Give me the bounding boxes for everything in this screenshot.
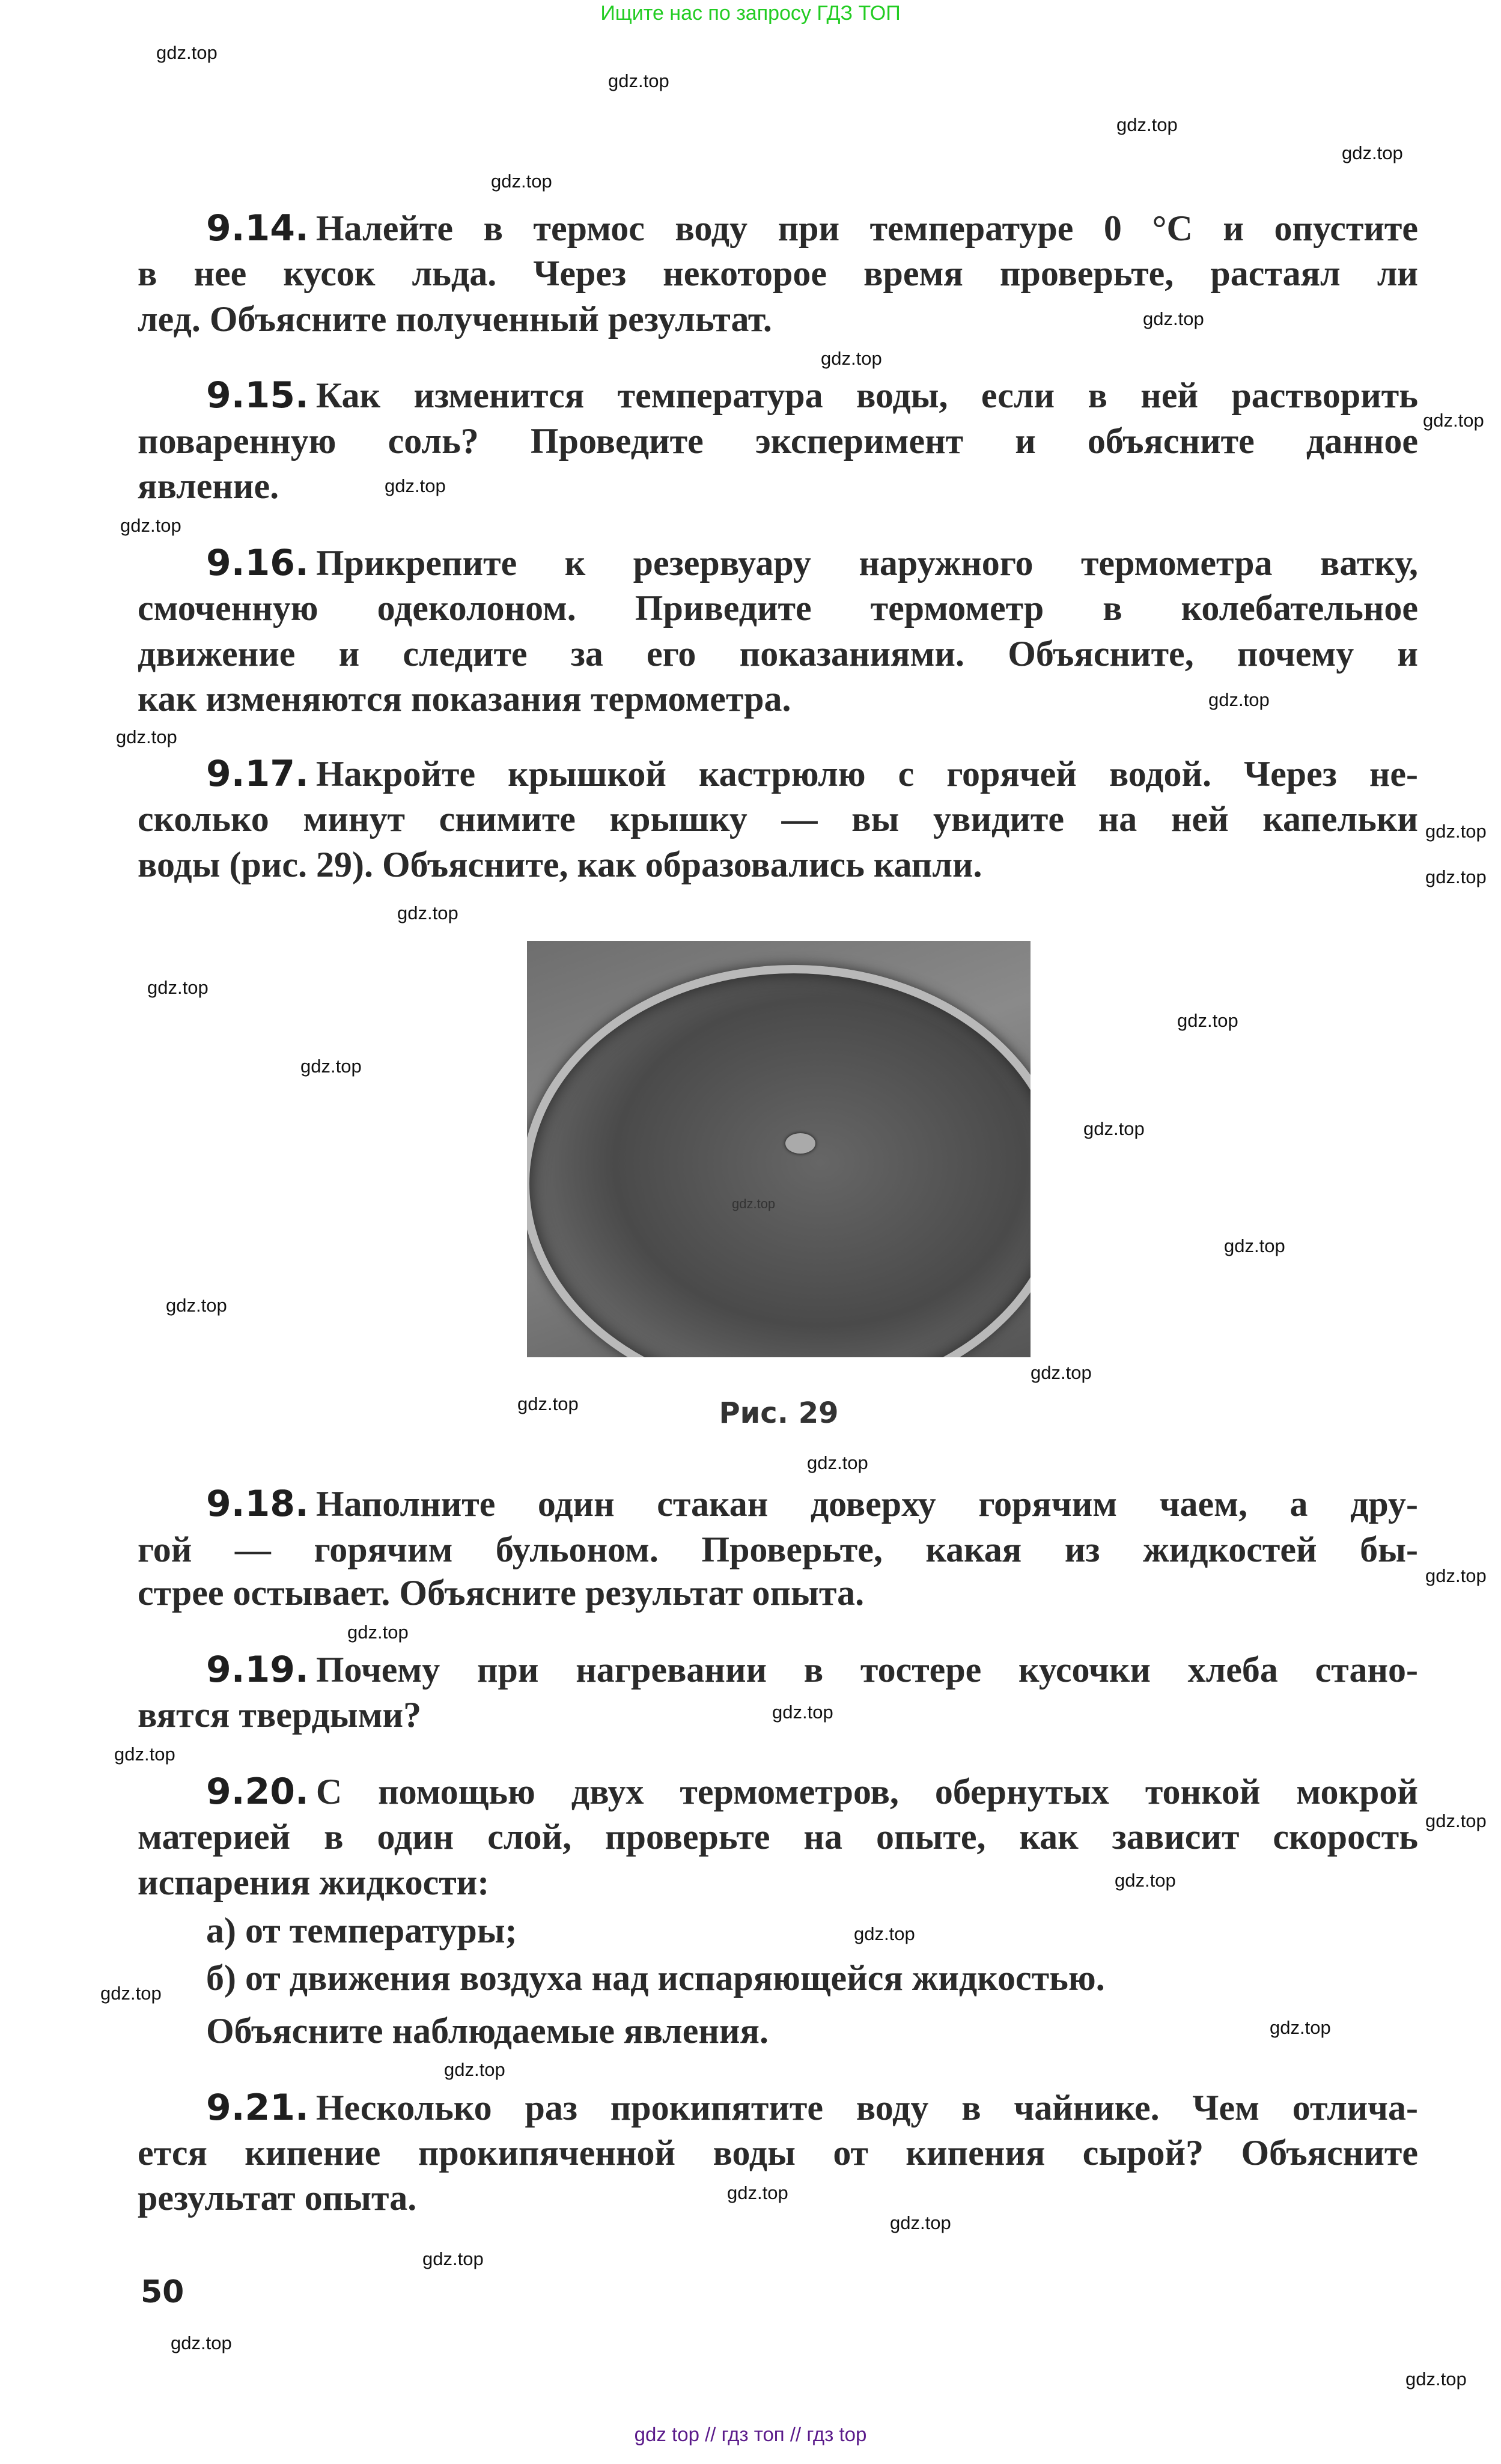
task-line [206, 541, 1418, 586]
task-subitem-a: а) от температуры; [206, 1911, 517, 1950]
task-line: поваренную соль? Проведите эксперимент и объясните данное [138, 421, 1418, 461]
watermark: gdz.top [397, 902, 458, 923]
task-line: испарения жидкости: [138, 1863, 490, 1902]
task-line: смоченную одеколоном. Приведите термометр в колебательное [138, 588, 1418, 628]
task-line: как изменяются показания термометра. [138, 679, 791, 719]
watermark: gdz.top [517, 1393, 579, 1414]
figure-pot-lid-photo [527, 941, 1031, 1357]
task-text: Почему при нагревании в тостере кусочки хлеба стано- [315, 1650, 1418, 1690]
watermark: gdz.top [385, 475, 446, 496]
figure-caption: Рис. 29 [719, 1396, 839, 1430]
lid-knob [785, 1133, 815, 1154]
task-line [206, 1647, 1418, 1693]
task-subitem-b: б) от движения воздуха над испаряющейся жидкостью. [206, 1958, 1105, 1998]
watermark: gdz.top [491, 171, 552, 192]
watermark: gdz.top [890, 2212, 951, 2233]
task-line [206, 752, 1418, 797]
task-line: явление. [138, 466, 279, 506]
page-number: 50 [141, 2274, 184, 2310]
watermark: gdz.top [772, 1702, 833, 1723]
watermark: gdz.top [608, 70, 669, 91]
task-number: 9.16. [206, 542, 309, 584]
watermark: gdz.top [1425, 1565, 1487, 1586]
watermark: gdz.top [1177, 1010, 1238, 1031]
watermark: gdz.top [1423, 410, 1484, 431]
task-text: Несколько раз прокипятите воду в чайнике. Чем отлича- [315, 2088, 1418, 2128]
watermark: gdz.top [1143, 308, 1204, 329]
watermark: gdz.top [114, 1744, 175, 1765]
watermark: gdz.top [444, 2059, 505, 2080]
watermark: gdz.top [727, 2182, 788, 2203]
watermark: gdz.top [821, 348, 882, 369]
watermark: gdz.top [1224, 1235, 1285, 1256]
watermark: gdz.top [1116, 114, 1178, 135]
task-line: материей в один слой, проверьте на опыте, как зависит скорость [138, 1817, 1418, 1857]
task-number: 9.20. [206, 1771, 309, 1813]
task-line: лед. Объясните полученный результат. [138, 299, 772, 339]
task-line: результат опыта. [138, 2178, 417, 2218]
watermark: gdz.top [1270, 2017, 1331, 2038]
task-line: в нее кусок льда. Через некоторое время проверьте, растаял ли [138, 254, 1418, 293]
watermark: gdz.top [854, 1923, 915, 1944]
task-number: 9.15. [206, 374, 309, 416]
watermark: gdz.top [100, 1983, 162, 2004]
watermark: gdz.top [1425, 821, 1487, 842]
task-line: вятся твердыми? [138, 1695, 422, 1735]
watermark: gdz.top [171, 2332, 232, 2353]
watermark: gdz.top [1405, 2368, 1467, 2389]
watermark: gdz.top [347, 1622, 409, 1643]
task-text: Налейте в термос воду при температуре 0 °С и опустите [315, 208, 1418, 248]
watermark: gdz.top [1342, 142, 1403, 163]
task-text: Прикрепите к резервуару наружного термометра ватку, [315, 543, 1418, 583]
task-line [206, 2085, 1418, 2131]
task-number: 9.21. [206, 2087, 309, 2129]
search-banner[interactable]: Ищите нас по запросу ГДЗ ТОП [600, 2, 901, 25]
task-line: сколько минут снимите крышку — вы увидите на ней капельки [138, 799, 1418, 839]
task-line [206, 1482, 1418, 1527]
footer-links[interactable]: gdz top // гдз топ // гдз top [634, 2423, 867, 2445]
task-line [206, 373, 1418, 418]
glass-lid [527, 965, 1031, 1357]
watermark: gdz.top [166, 1295, 227, 1316]
task-line: ется кипение прокипяченной воды от кипения сырой? Объясните [138, 2133, 1418, 2173]
task-text: С помощью двух термометров, обернутых тонкой мокрой [315, 1772, 1418, 1811]
task-line: стрее остывает. Объясните результат опыта. [138, 1573, 865, 1613]
task-line: Объясните наблюдаемые явления. [206, 2011, 769, 2051]
watermark: gdz.top [422, 2248, 484, 2269]
task-line: гой — горячим бульоном. Проверьте, какая из жидкостей бы- [138, 1530, 1418, 1569]
watermark: gdz.top [116, 726, 177, 747]
watermark: gdz.top [1031, 1362, 1092, 1383]
task-line: движение и следите за его показаниями. Объясните, почему и [138, 634, 1418, 674]
task-text: Накройте крышкой кастрюлю с горячей водой. Через не- [315, 754, 1418, 794]
watermark: gdz.top [1115, 1870, 1176, 1891]
task-number: 9.19. [206, 1649, 309, 1691]
task-number: 9.14. [206, 207, 309, 249]
watermark: gdz.top [1083, 1118, 1145, 1139]
watermark: gdz.top [1425, 1810, 1487, 1831]
watermark: gdz.top [807, 1452, 868, 1473]
task-number: 9.17. [206, 753, 309, 795]
watermark: gdz.top [1425, 866, 1487, 887]
watermark: gdz.top [120, 515, 181, 536]
task-text: Наполните один стакан доверху горячим чаем, а дру- [315, 1484, 1418, 1524]
task-line [206, 206, 1418, 251]
task-line: воды (рис. 29). Объясните, как образовались капли. [138, 845, 982, 884]
watermark: gdz.top [732, 1196, 776, 1211]
task-line [206, 1769, 1418, 1815]
task-number: 9.18. [206, 1483, 309, 1525]
task-text: Как изменится температура воды, если в ней растворить [315, 376, 1418, 415]
watermark: gdz.top [147, 977, 209, 998]
watermark: gdz.top [156, 42, 218, 63]
watermark: gdz.top [1208, 689, 1270, 710]
watermark: gdz.top [300, 1056, 362, 1077]
